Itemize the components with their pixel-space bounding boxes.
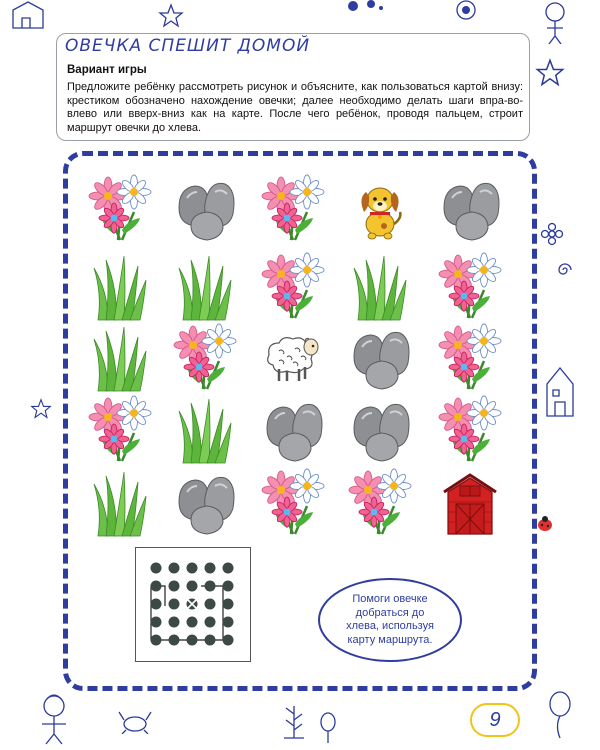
map-dot [151,635,162,646]
flowers-picture [430,389,510,469]
rocks-picture [165,462,245,542]
map-dot [187,635,198,646]
map-dot [223,599,234,610]
rocks-picture [430,168,510,248]
crab-doodle-icon [116,708,154,734]
map-dot [223,563,234,574]
flower-doodle-icon [540,222,564,246]
puppy-picture [340,168,420,248]
flowers-picture [253,462,333,542]
route-map-drawing [136,548,249,660]
tree-doodle-icon [318,712,338,744]
grass-picture [80,462,160,542]
flower-doodle-icon [450,0,482,26]
flowers-picture [430,317,510,397]
map-dot [223,581,234,592]
map-dot [169,563,180,574]
balloon-doodle-icon [545,690,575,740]
game-variant-heading: Вариант игры [67,64,147,76]
flowers-picture [80,168,160,248]
map-dot [169,617,180,628]
map-dot [151,617,162,628]
star-doodle-icon [158,3,184,29]
page-title: ОВЕЧКА СПЕШИТ ДОМОЙ [65,36,311,56]
ink-splash-icon [345,0,385,16]
map-dot [187,563,198,574]
grass-picture [80,317,160,397]
hint-oval [318,578,462,662]
doodle-house-icon [8,0,48,30]
snail-doodle-icon [555,260,575,280]
tree-doodle-icon [280,700,308,740]
flowers-picture [430,246,510,326]
map-dot [223,635,234,646]
rocks-picture [340,389,420,469]
map-dot [169,599,180,610]
grass-picture [340,246,420,326]
ladybug-icon [536,516,554,532]
grass-picture [165,246,245,326]
girl-doodle-icon [535,0,575,44]
map-dot [151,563,162,574]
sheep-picture[interactable] [253,317,333,397]
route-map [135,547,251,662]
map-dot [151,581,162,592]
rocks-picture [340,317,420,397]
flowers-picture [165,317,245,397]
star-doodle-icon [30,398,52,420]
flowers-picture [253,246,333,326]
grass-picture [165,389,245,469]
map-dot [205,563,216,574]
house-doodle-icon [543,362,577,418]
hint-text: Помоги овечке добраться до хлева, используя карту маршрута. [346,593,434,646]
barn-picture[interactable] [430,462,510,542]
map-dot [205,635,216,646]
flowers-picture [80,389,160,469]
child-doodle-icon [28,690,80,746]
page-number: 9 [470,703,520,737]
map-dot [169,635,180,646]
rocks-picture [165,168,245,248]
map-dot [151,599,162,610]
grass-picture [80,246,160,326]
flowers-picture [340,462,420,542]
map-dot [205,581,216,592]
map-dot [205,599,216,610]
rocks-picture [253,389,333,469]
star-doodle-icon [535,58,565,88]
map-dot [187,617,198,628]
map-dot [205,617,216,628]
map-dot [223,617,234,628]
map-dot [169,581,180,592]
instructions-text: Предложите ребёнку рассмотреть рисунок и объясните, как пользоваться картой внизу: крестиком обозначено нахождение овечки; далее необходимо делать шаги впра-во-влево или вверх-вниз как на карте. После чего ребёнок, проводя пальцем, строит маршрут овечки до хлева. [67,81,523,134]
instructions-box [56,33,530,141]
map-dot [187,581,198,592]
flowers-picture [253,168,333,248]
route-line [151,586,223,640]
